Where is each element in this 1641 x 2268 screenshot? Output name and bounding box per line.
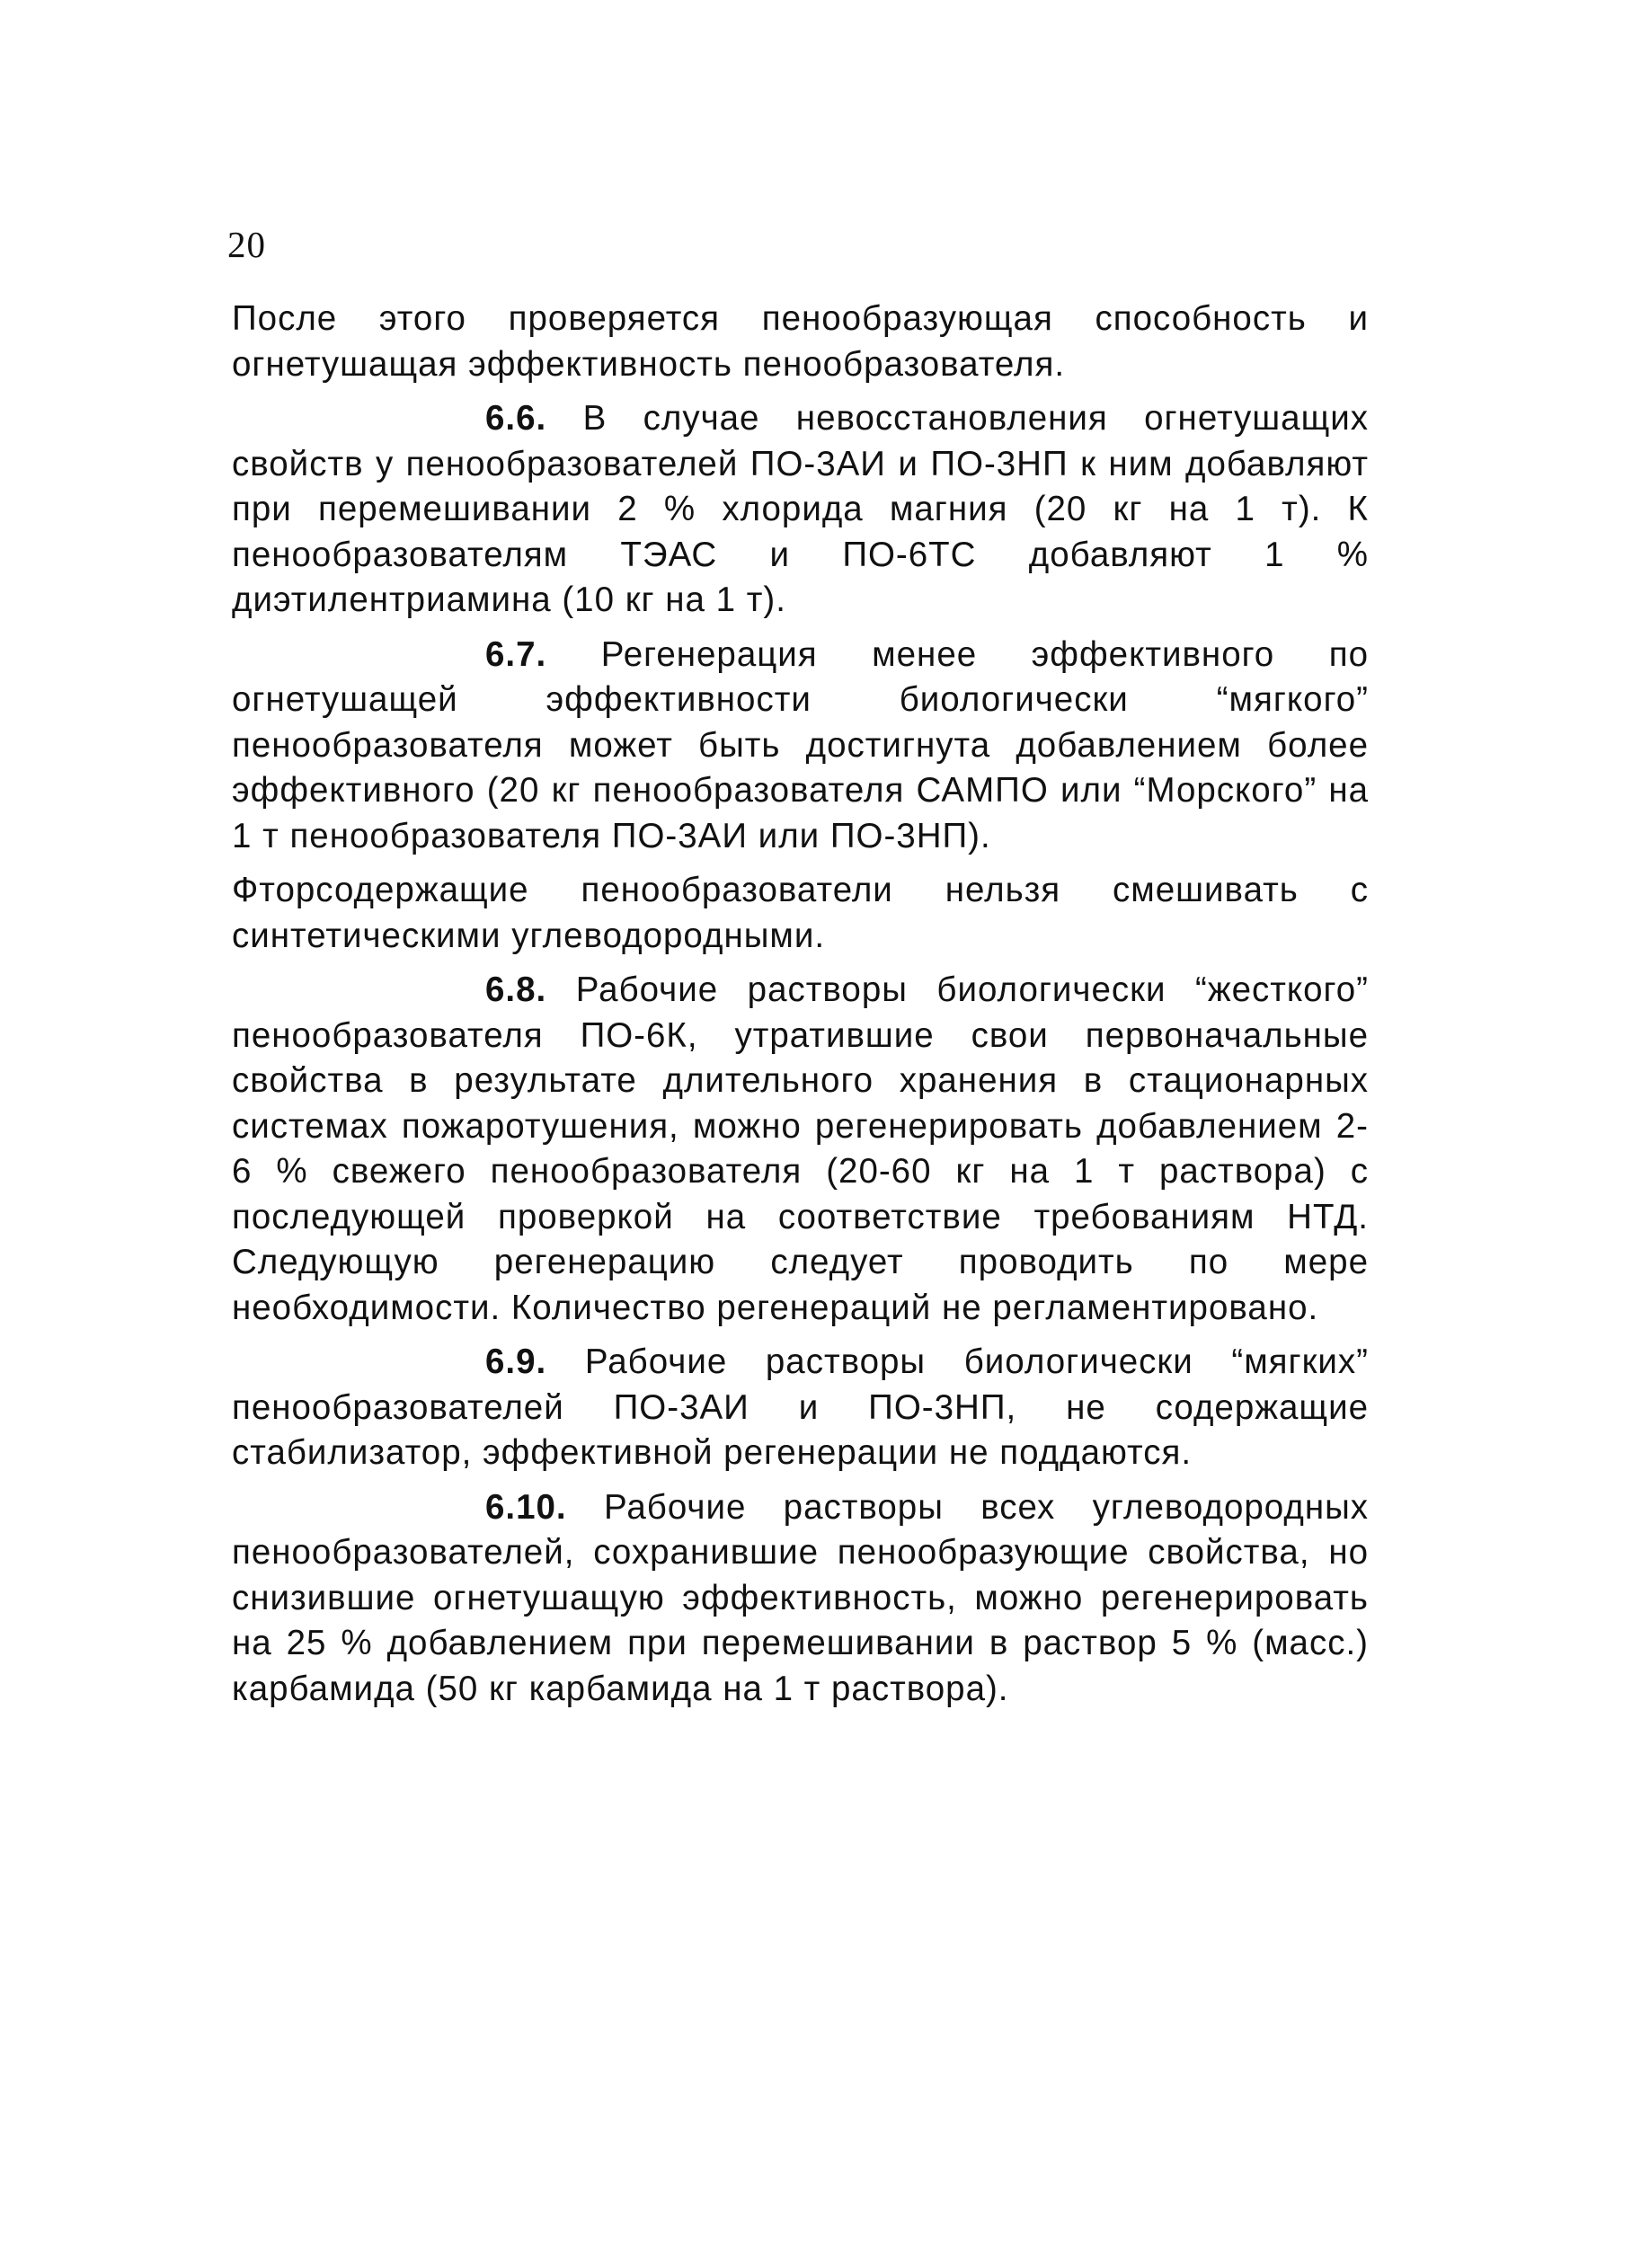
- paragraph-6-6: [232, 396, 1369, 624]
- paragraph-intro: [232, 297, 1369, 387]
- paragraph-text: В случае невосстановления огнетушащих свойств у пенообразователей ПО-3АИ и ПО-3НП к ним добавляют при перемешивании 2 % хлорида магния (20 кг на 1 т). К пенообразователям ТЭАС и ПО-6ТС добавляют 1 % диэтилентриамина (10 кг на 1 т).: [232, 399, 1369, 619]
- document-body: [232, 297, 1369, 1721]
- paragraph-6-7: [232, 633, 1369, 860]
- paragraph-6-9: [232, 1340, 1369, 1476]
- paragraph-text: После этого проверяется пенообразующая способность и огнетушащая эффективность пенообразователя.: [232, 299, 1369, 384]
- paragraph-fluoro: [232, 868, 1369, 959]
- paragraph-text: Рабочие растворы биологически “мягких” пенообразователей ПО-3АИ и ПО-3НП, не содержащие стабилизатор, эффективной регенерации не поддаются.: [232, 1342, 1369, 1472]
- paragraph-6-10: [232, 1485, 1369, 1713]
- section-number: 6.6.: [485, 399, 547, 438]
- paragraph-text: Фторсодержащие пенообразователи нельзя смешивать с синтетическими углеводородными.: [232, 871, 1369, 955]
- section-number: 6.9.: [485, 1342, 547, 1381]
- paragraph-text: Рабочие растворы биологически “жесткого” пенообразователя ПО-6К, утратившие свои первоначальные свойства в результате длительного хранения в стационарных системах пожаротушения, можно регенерировать добавлением 2-6 % свежего пенообразователя (20-60 кг на 1 т раствора) с последующей проверкой на соответствие требованиям НТД. Следующую регенерацию следует проводить по мере необходимости. Количество регенераций не регламентировано.: [232, 970, 1369, 1327]
- paragraph-6-8: [232, 968, 1369, 1331]
- paragraph-text: Регенерация менее эффективного по огнетушащей эффективности биологически “мягкого” пенообразователя может быть достигнута добавлением более эффективного (20 кг пенообразователя САМПО или “Морского” на 1 т пенообразователя ПО-3АИ или ПО-3НП).: [232, 634, 1369, 855]
- paragraph-text: Рабочие растворы всех углеводородных пенообразователей, сохранившие пенообразующие свойства, но снизившие огнетушащую эффективность, можно регенерировать на 25 % добавлением при перемешивании в раствор 5 % (масс.) карбамида (50 кг карбамида на 1 т раствора).: [232, 1487, 1369, 1708]
- section-number: 6.10.: [485, 1487, 567, 1527]
- section-number: 6.7.: [485, 634, 547, 674]
- section-number: 6.8.: [485, 970, 547, 1009]
- page-number: 20: [227, 224, 266, 265]
